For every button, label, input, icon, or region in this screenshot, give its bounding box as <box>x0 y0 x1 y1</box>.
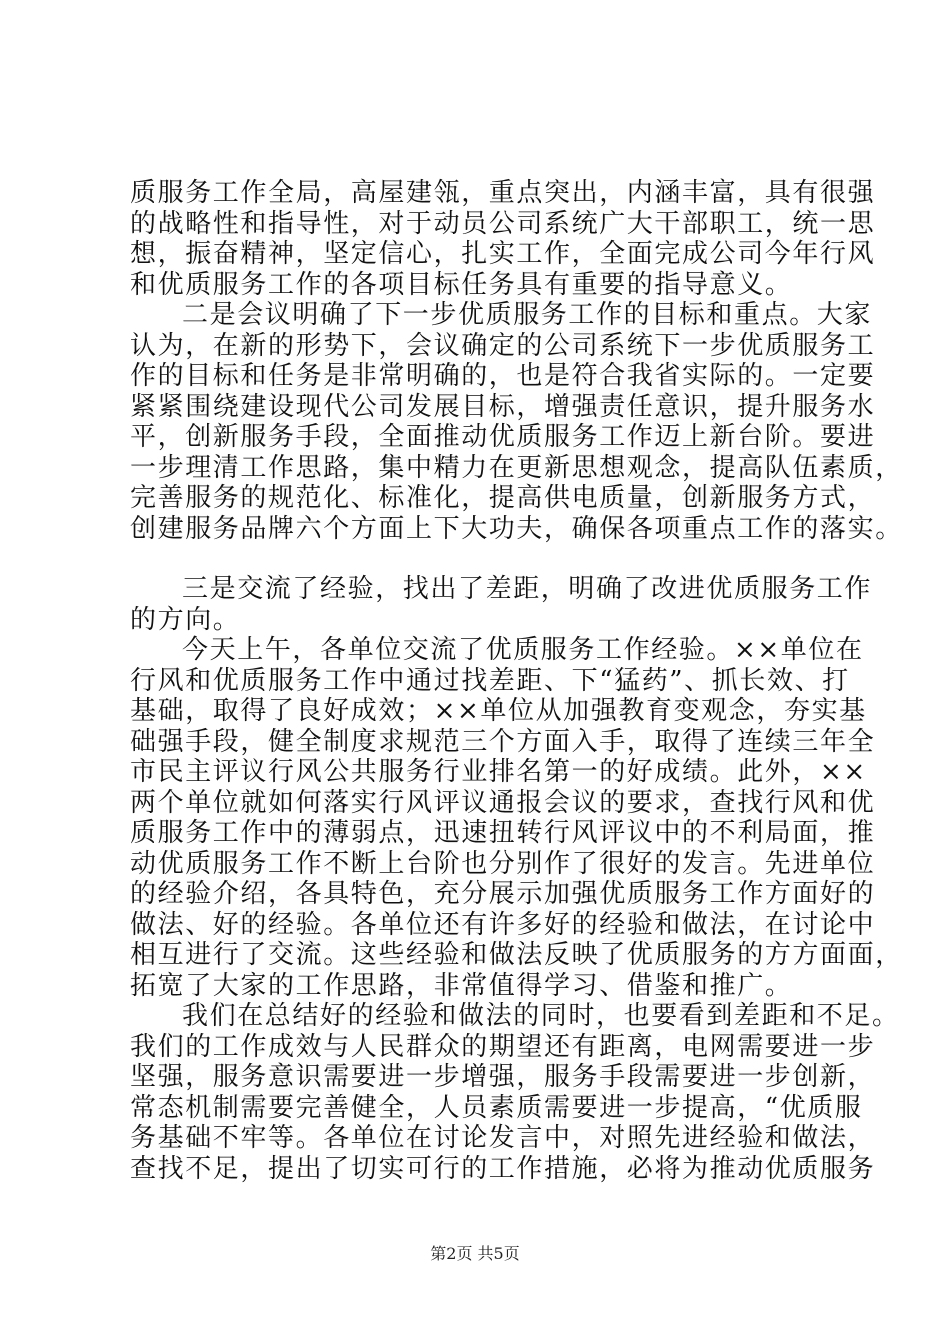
text-line: 务基础不牢等。各单位在讨论发言中，对照先进经验和做法， <box>130 1123 876 1153</box>
text-line: 的战略性和指导性，对于动员公司系统广大干部职工，统一思 <box>130 208 876 239</box>
text-line: 紧紧围绕建设现代公司发展目标，增强责任意识，提升服务水 <box>130 391 876 422</box>
text-line: 础强手段，健全制度求规范三个方面入手，取得了连续三年全 <box>130 726 876 757</box>
paragraph-gap <box>130 544 850 574</box>
text-line: 的方向。 <box>130 604 241 635</box>
text-line: 质服务工作全局，高屋建瓴，重点突出，内涵丰富，具有很强 <box>130 178 876 208</box>
paragraph-start: 二是会议明确了下一步优质服务工作的目标和重点。大家 <box>182 300 873 330</box>
text-line: 行风和优质服务工作中通过找差距、下“猛药”、抓长效、打 <box>130 665 850 696</box>
text-line: 相互进行了交流。这些经验和做法反映了优质服务的方方面面， <box>130 940 903 970</box>
text-line: 的经验介绍，各具特色，充分展示加强优质服务工作方面好的 <box>130 879 876 909</box>
text-line: 和优质服务工作的各项目标任务具有重要的指导意义。 <box>130 269 793 300</box>
text-line: 作的目标和任务是非常明确的，也是符合我省实际的。一定要 <box>130 361 876 391</box>
text-line: 平，创新服务手段，全面推动优质服务工作迈上新台阶。要进 <box>130 422 876 452</box>
text-line: 两个单位就如何落实行风评议通报会议的要求，查找行风和优 <box>130 787 876 818</box>
text-line: 动优质服务工作不断上台阶也分别作了很好的发言。先进单位 <box>130 848 876 879</box>
text-line: 想，振奋精神，坚定信心，扎实工作，全面完成公司今年行风 <box>130 239 876 269</box>
paragraph-start: 今天上午，各单位交流了优质服务工作经验。××单位在 <box>182 635 864 665</box>
text-line: 做法、好的经验。各单位还有许多好的经验和做法，在讨论中 <box>130 909 876 940</box>
paragraph-start: 我们在总结好的经验和做法的同时，也要看到差距和不足。 <box>182 1001 900 1031</box>
page-footer: 第2页 共5页 <box>430 1244 520 1263</box>
text-line: 拓宽了大家的工作思路，非常值得学习、借鉴和推广。 <box>130 970 793 1001</box>
document-body <box>130 178 903 1184</box>
text-line: 认为，在新的形势下，会议确定的公司系统下一步优质服务工 <box>130 330 876 361</box>
paragraph-start: 三是交流了经验，找出了差距，明确了改进优质服务工作 <box>182 574 873 604</box>
text-line: 一步理清工作思路，集中精力在更新思想观念，提高队伍素质， <box>130 452 903 483</box>
text-line: 市民主评议行风公共服务行业排名第一的好成绩。此外，×× <box>130 757 867 787</box>
text-line: 质服务工作中的薄弱点，迅速扭转行风评议中的不利局面，推 <box>130 818 876 848</box>
text-line: 我们的工作成效与人民群众的期望还有距离，电网需要进一步 <box>130 1031 876 1062</box>
text-line: 坚强，服务意识需要进一步增强，服务手段需要进一步创新， <box>130 1062 876 1092</box>
text-line: 查找不足，提出了切实可行的工作措施，必将为推动优质服务 <box>130 1153 876 1184</box>
text-line: 常态机制需要完善健全，人员素质需要进一步提高，“优质服 <box>130 1092 863 1123</box>
text-line: 完善服务的规范化、标准化，提高供电质量，创新服务方式， <box>130 483 876 513</box>
text-line: 基础，取得了良好成效；××单位从加强教育变观念，夯实基 <box>130 696 867 726</box>
text-line: 创建服务品牌六个方面上下大功夫，确保各项重点工作的落实。 <box>130 513 903 544</box>
